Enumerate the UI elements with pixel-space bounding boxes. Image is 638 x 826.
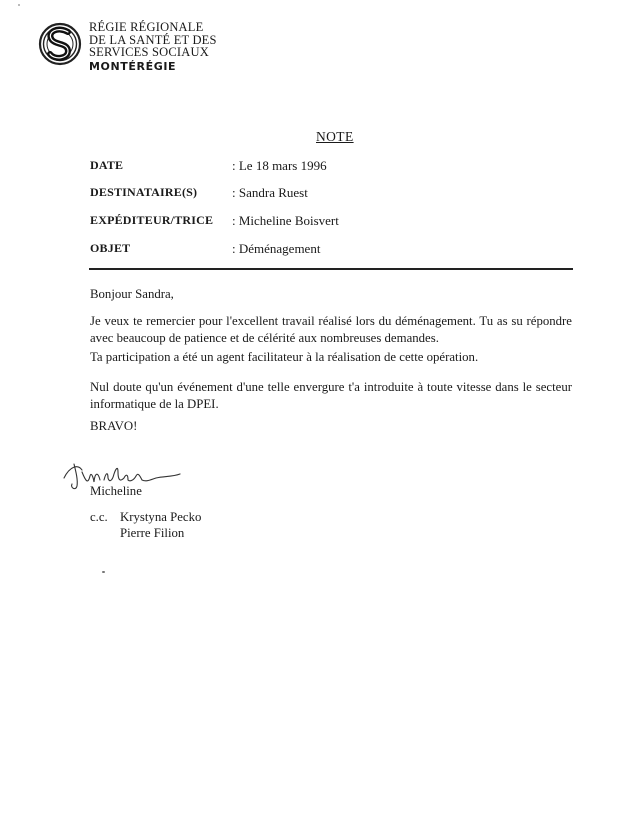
cc-recipient-2: Pierre Filion [120,526,185,540]
signature-name: Micheline [90,484,142,498]
closing: BRAVO! [90,419,138,433]
paragraph-2: Ta participation a été un agent facilitateur à la réalisation de cette opération. [90,350,479,364]
field-recipient-label: DESTINATAIRE(S) [90,185,198,199]
letterhead-line-3: SERVICES SOCIAUX [89,45,209,59]
carbon-copy [90,509,201,541]
field-subject-value: : Déménagement [232,241,321,256]
letterhead-line-2: DE LA SANTÉ ET DES [89,32,217,47]
field-date-value: : Le 18 mars 1996 [232,158,327,173]
paragraph-1: Je veux te remercier pour l'excellent travail réalisé lors du déménagement. Tu as su répondre avec beaucoup de patience et de célérité aux nombreuses demandes. [90,314,572,345]
cc-label: c.c. [90,510,108,524]
field-subject-label: OBJET [90,241,131,255]
letterhead-line-1: RÉGIE RÉGIONALE [89,20,204,34]
greeting: Bonjour Sandra, [90,287,174,301]
paragraph-3: Nul doute qu'un événement d'une telle envergure t'a introduite à toute vitesse dans le secteur informatique de la DPEI. [90,380,572,411]
scan-speck [18,4,20,6]
field-sender-value: : Micheline Boisvert [232,213,339,228]
page-title: NOTE [316,129,354,144]
cc-recipient-1: Krystyna Pecko [120,510,202,524]
scan-speck [102,571,105,573]
cc-row-1 [90,509,201,525]
field-sender-label: EXPÉDITEUR/TRICE [90,213,214,227]
cc-row-2 [90,525,201,541]
letterhead [89,21,217,73]
regie-logo-icon [38,18,82,70]
header-divider [89,268,573,270]
field-recipient-value: : Sandra Ruest [232,185,308,200]
field-date-label: DATE [90,158,124,172]
letterhead-region: MONTÉRÉGIE [89,59,177,73]
